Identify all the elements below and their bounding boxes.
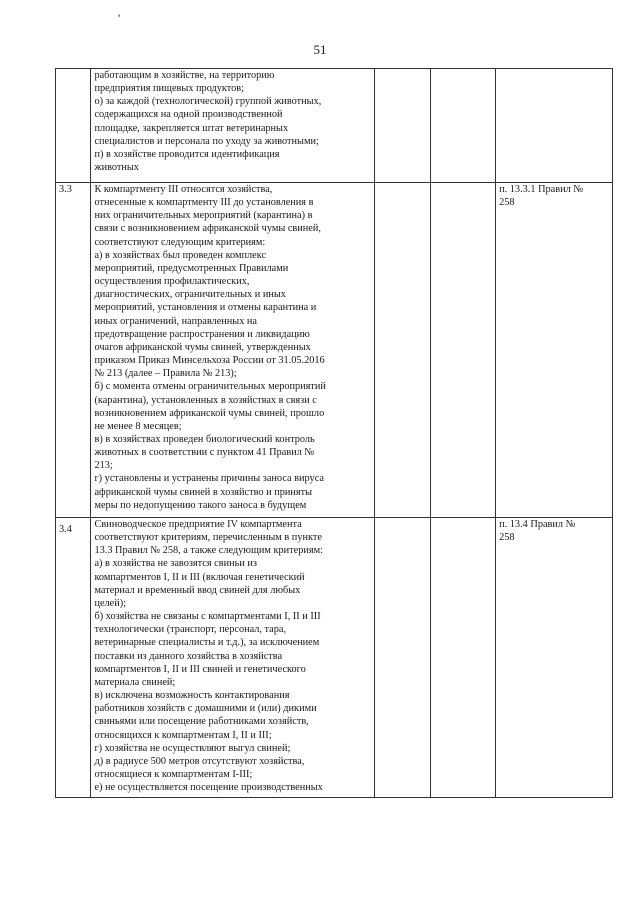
stray-mark: ' — [118, 11, 121, 25]
text-line: африканской чумы свиней в хозяйство и приняты — [94, 486, 313, 498]
text-line: отнесенные к компартменту III до установления в — [94, 197, 314, 209]
text-line: д) в радиусе 500 метров отсутствуют хозяйства, — [94, 755, 305, 767]
text-line: компартментов I, II и III (включая генетический — [94, 571, 305, 583]
text-line: очагов африканской чумы свиней, утвержденных — [94, 341, 311, 353]
text-line: животных в соответствии с пунктом 41 Правил № — [94, 447, 315, 459]
reference-line: 258 — [499, 197, 515, 209]
text-line: относящихся к компартментам I, II и III; — [94, 729, 272, 741]
empty-cell — [375, 69, 431, 183]
text-line: соответствуют следующим критериям: — [94, 236, 266, 248]
text-line: в) в хозяйствах проведен биологический контроль — [94, 433, 315, 445]
empty-cell — [431, 183, 496, 518]
text-line: К компартменту III относятся хозяйства, — [94, 184, 273, 195]
row-number-cell: 3.3 — [56, 183, 91, 518]
text-line: работников хозяйств с домашними и (или) дикими — [94, 703, 317, 715]
text-line: работающим в хозяйстве, на территорию — [94, 70, 275, 81]
table-row — [56, 518, 613, 798]
text-line: специалистов и персонала по уходу за животными; — [94, 135, 319, 147]
reference-cell — [496, 518, 613, 798]
empty-cell — [375, 518, 431, 798]
text-line: содержащихся на одной производственной — [94, 109, 283, 121]
text-line: 13.3 Правил № 258, а также следующим критериям: — [94, 545, 324, 557]
reference-cell — [496, 69, 613, 183]
text-line: относящиеся к компартментам I-III; — [94, 768, 253, 780]
text-line: материала свиней; — [94, 676, 176, 688]
text-line: технологически (транспорт, персонал, тара, — [94, 624, 287, 636]
empty-cell — [375, 183, 431, 518]
text-line: диагностических, ограничительных и иных — [94, 289, 286, 301]
text-line: № 213 (далее – Правила № 213); — [94, 368, 237, 380]
text-line: материал и временный ввод свиней для любых — [94, 584, 301, 596]
text-line: свиньями или посещение работниками хозяйств, — [94, 716, 309, 728]
text-line: ветеринарные специалисты и т.д.), за исключением — [94, 637, 320, 649]
text-line: мероприятий, предусмотренных Правилами — [94, 262, 289, 274]
reference-line: 258 — [499, 532, 515, 544]
row-number-cell — [56, 69, 91, 183]
text-line: компартментов I, II и III свиней и генетического — [94, 663, 306, 675]
text-line: о) за каждой (технологической) группой животных, — [94, 96, 322, 108]
table-row — [56, 69, 613, 183]
text-line: возникновением африканской чумы свиней, прошло — [94, 407, 325, 419]
requirement-cell — [91, 518, 375, 798]
text-line: связи с возникновением африканской чумы свиней, — [94, 223, 321, 235]
text-line: поставки из данного хозяйства в хозяйства — [94, 650, 283, 662]
text-line: б) с момента отмены ограничительных мероприятий — [94, 381, 326, 393]
table-row — [56, 183, 613, 518]
text-line: иных ограничений, направленных на — [94, 315, 258, 327]
text-line: животных — [94, 162, 139, 174]
requirement-cell — [91, 183, 375, 518]
text-line: а) в хозяйствах был проведен комплекс — [94, 249, 267, 261]
empty-cell — [431, 69, 496, 183]
text-line: г) хозяйства не осуществляют выгул свиней; — [94, 742, 291, 754]
text-line: а) в хозяйства не завозятся свиньи из — [94, 558, 257, 570]
text-line: Свиноводческое предприятие IV компартмента — [94, 519, 302, 530]
text-line: соответствуют критериям, перечисленным в пункте — [94, 532, 322, 544]
text-line: г) установлены и устранены причины заноса вируса — [94, 473, 324, 485]
text-line: целей); — [94, 597, 127, 609]
page-number: 51 — [313, 42, 327, 57]
reference-line: п. 13.3.1 Правил № — [499, 184, 584, 195]
text-line: б) хозяйства не связаны с компартментами I, II и III — [94, 611, 321, 623]
text-line: не менее 8 месяцев; — [94, 420, 182, 432]
text-line: предотвращение распространения и ликвидацию — [94, 328, 310, 340]
text-line: меры по недопущению такого заноса в будущем — [94, 499, 307, 511]
criteria-table — [55, 68, 613, 798]
requirement-cell — [91, 69, 375, 183]
reference-cell — [496, 183, 613, 518]
text-line: (карантина), установленных в хозяйствах в связи с — [94, 394, 317, 406]
text-line: предприятия пищевых продуктов; — [94, 83, 245, 95]
row-number-cell: 3.4 — [56, 518, 91, 798]
text-line: площадке, закрепляется штат ветеринарных — [94, 122, 289, 134]
text-line: 213; — [94, 460, 113, 472]
reference-line: п. 13.4 Правил № — [499, 519, 576, 530]
text-line: приказом Приказ Минсельхоза России от 31.05.2016 — [94, 355, 325, 367]
text-line: них ограничительных мероприятий (карантина) в — [94, 210, 313, 222]
empty-cell — [431, 518, 496, 798]
text-line: осуществления профилактических, — [94, 276, 250, 288]
text-line: е) не осуществляется посещение производственных — [94, 782, 323, 794]
text-line: п) в хозяйстве проводится идентификация — [94, 148, 280, 160]
text-line: в) исключена возможность контактирования — [94, 690, 290, 702]
text-line: мероприятий, установления и отмены карантина и — [94, 302, 317, 314]
